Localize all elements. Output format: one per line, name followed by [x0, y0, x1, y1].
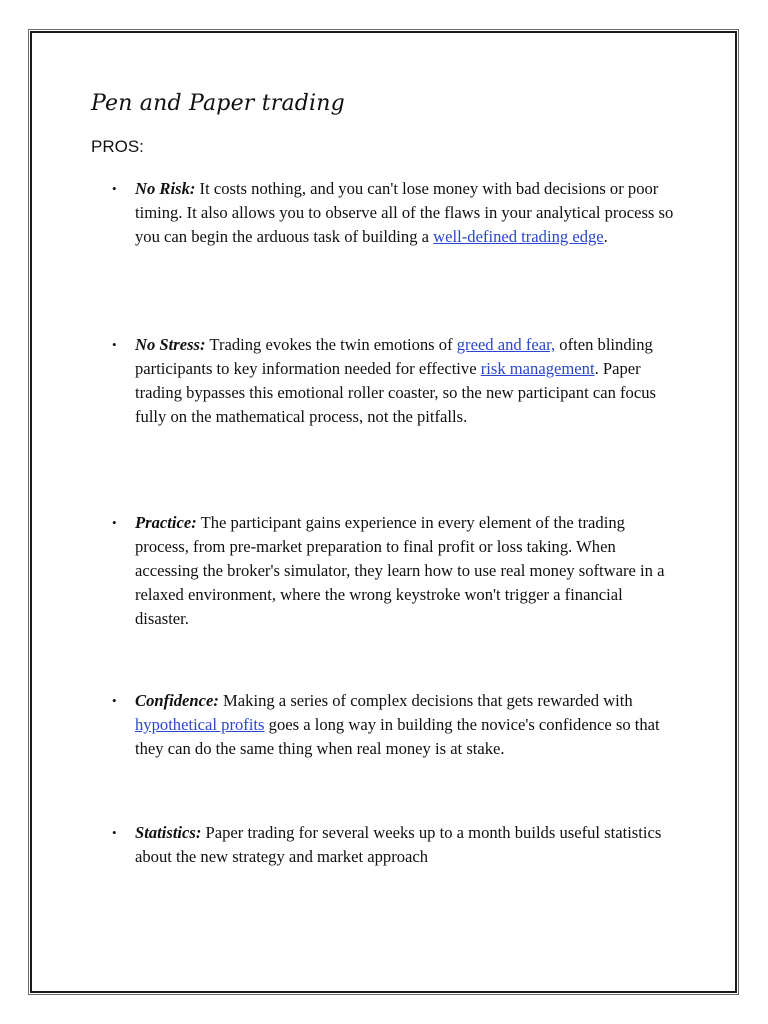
link-greed-and-fear[interactable]: greed and fear,	[456, 335, 556, 354]
item-text: goes a long way in building the novice's confidence so that they can do the same thing when real money is at stake.	[135, 715, 660, 758]
pros-section-label: PROS:	[91, 137, 144, 156]
item-text: Making a series of complex decisions that gets rewarded with	[218, 691, 633, 710]
list-item-body	[135, 821, 680, 869]
item-term: Practice:	[135, 513, 197, 532]
link-hypothetical-profits[interactable]: hypothetical profits	[135, 715, 265, 734]
document-title: Pen and Paper trading	[91, 91, 345, 116]
item-text: often blinding participants to key information needed for effective	[135, 335, 653, 378]
item-term: No Risk:	[135, 179, 196, 198]
bullet-icon: •	[112, 181, 117, 196]
list-item-body	[135, 689, 680, 761]
item-term: No Stress:	[135, 335, 206, 354]
item-text: . Paper trading bypasses this emotional roller coaster, so the new participant can focus fully on the mathematical process, not the pitfalls.	[135, 359, 656, 426]
item-text: The participant gains experience in every element of the trading process, from pre-market preparation to final profit or loss taking. When accessing the broker's simulator, they learn how to use real money software in a relaxed environment, where the wrong keystroke won't trigger a financial disaster.	[135, 513, 665, 628]
item-text: It costs nothing, and you can't lose money with bad decisions or poor timing. It also allows you to observe all of the flaws in your analytical process so you can begin the arduous task of building a	[135, 179, 674, 246]
bullet-icon: •	[112, 515, 117, 530]
item-text: Trading evokes the twin emotions of	[205, 335, 457, 354]
bullet-icon: •	[112, 693, 117, 708]
item-text: Paper trading for several weeks up to a month builds useful statistics about the new strategy and market approach	[135, 823, 662, 866]
item-term: Statistics:	[135, 823, 202, 842]
link-well-defined-trading-edge[interactable]: well-defined trading edge	[433, 227, 604, 246]
bullet-icon: •	[112, 825, 117, 840]
list-item-body	[135, 333, 680, 429]
list-item-body	[135, 177, 680, 249]
link-risk-management[interactable]: risk management	[480, 359, 595, 378]
item-text: .	[603, 227, 608, 246]
item-term: Confidence:	[135, 691, 219, 710]
bullet-icon: •	[112, 337, 117, 352]
list-item-body	[135, 511, 680, 631]
